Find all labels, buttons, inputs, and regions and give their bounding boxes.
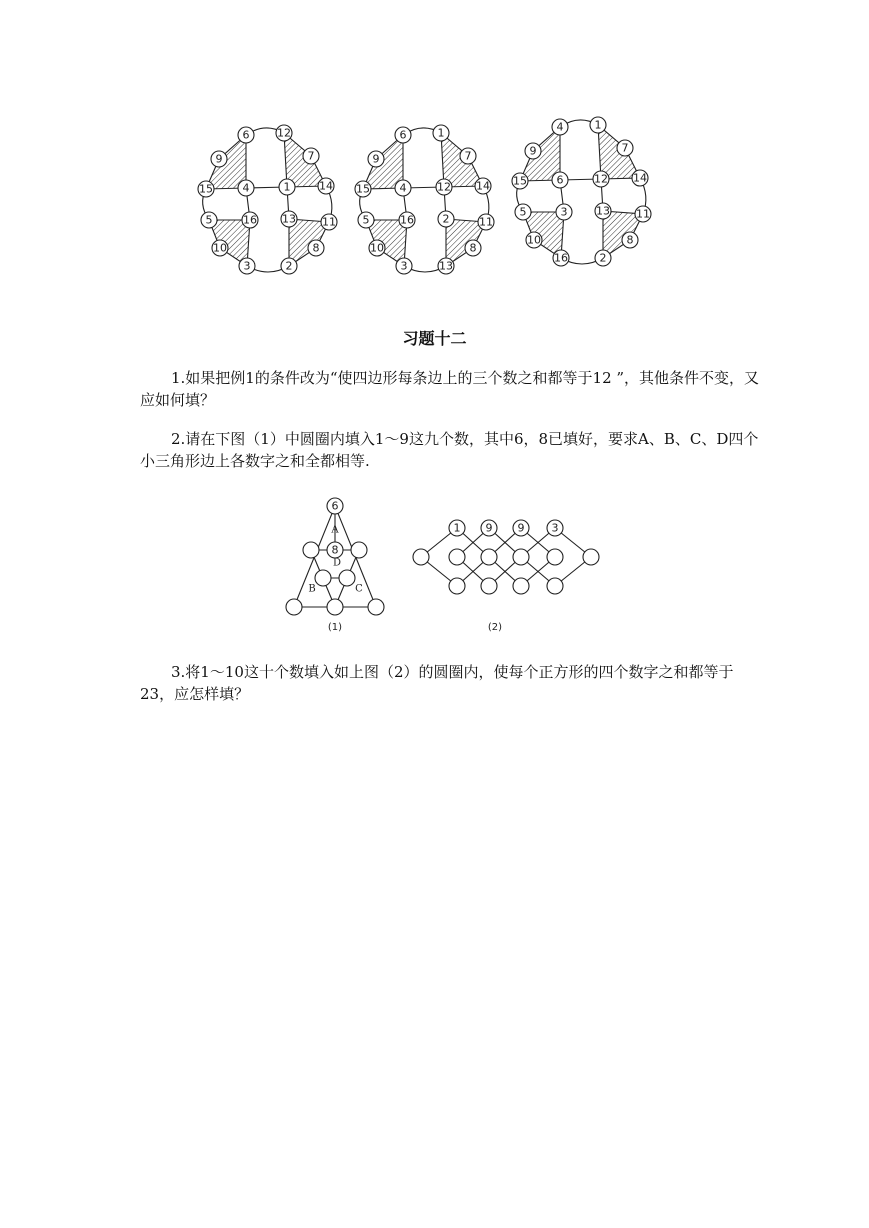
- svg-text:8: 8: [331, 543, 339, 557]
- svg-text:12: 12: [277, 126, 291, 140]
- oval-circle-b2: [438, 258, 454, 274]
- oval-circle-t1: [395, 127, 411, 143]
- oval-circle-l: [355, 181, 371, 197]
- oval-circle-b1: [239, 258, 255, 274]
- svg-text:16: 16: [554, 251, 568, 265]
- circle-inner-right: [339, 570, 355, 586]
- oval-circle-rr: [478, 214, 494, 230]
- oval-figure-3: [504, 110, 664, 275]
- oval-circle-r: [318, 178, 334, 194]
- oval-circle-cbl: [399, 212, 415, 228]
- oval-circle-t2: [433, 125, 449, 141]
- svg-text:6: 6: [242, 128, 250, 142]
- lattice-circle-top-3: [513, 520, 529, 536]
- oval-circle-b2: [281, 258, 297, 274]
- svg-text:2: 2: [599, 251, 607, 265]
- circle-bottom-right: [368, 599, 384, 615]
- oval-circle-b2: [595, 250, 611, 266]
- oval-circle-l: [198, 181, 214, 197]
- svg-text:1: 1: [453, 521, 461, 535]
- svg-text:4: 4: [242, 181, 250, 195]
- svg-text:11: 11: [636, 207, 650, 221]
- svg-text:9: 9: [517, 521, 525, 535]
- oval-circle-rr: [635, 206, 651, 222]
- oval-circle-ul: [211, 151, 227, 167]
- lattice-circle-bottom-1: [449, 578, 465, 594]
- svg-text:8: 8: [312, 241, 320, 255]
- svg-text:10: 10: [213, 241, 227, 255]
- triangle-figure: [280, 492, 390, 637]
- oval-circle-cbl: [556, 204, 572, 220]
- lattice-circle-bottom-3: [513, 578, 529, 594]
- oval-circle-b1: [553, 250, 569, 266]
- circle-center: [327, 542, 343, 558]
- circle-bottom-left: [286, 599, 302, 615]
- svg-text:10: 10: [370, 241, 384, 255]
- oval-circle-cr: [279, 179, 295, 195]
- svg-text:6: 6: [331, 499, 339, 513]
- problem-2: 2.请在下图（1）中圆圈内填入1～9这九个数，其中6，8已填好，要求A、B、C、D四个小三角形边上各数字之和全都相等.: [140, 430, 759, 470]
- oval-circle-cr: [593, 171, 609, 187]
- oval-circle-br: [308, 240, 324, 256]
- lattice-circle-mid-4: [547, 549, 563, 565]
- svg-text:4: 4: [399, 181, 407, 195]
- oval-circle-t2: [276, 125, 292, 141]
- oval-circle-ur: [303, 148, 319, 164]
- lattice-circle-mid-1: [449, 549, 465, 565]
- oval-circle-ur: [460, 148, 476, 164]
- svg-text:5: 5: [519, 205, 527, 219]
- circle-inner-left: [315, 570, 331, 586]
- section-heading: 习题十二: [402, 329, 467, 348]
- lattice-circle-top-1: [449, 520, 465, 536]
- svg-text:5: 5: [205, 213, 213, 227]
- svg-text:10: 10: [527, 233, 541, 247]
- svg-text:14: 14: [319, 179, 333, 193]
- svg-text:6: 6: [556, 173, 564, 187]
- svg-text:13: 13: [282, 212, 296, 226]
- oval-circle-cl: [238, 180, 254, 196]
- oval-circle-t1: [552, 119, 568, 135]
- oval-circle-b1: [396, 258, 412, 274]
- circle-right-mid: [351, 542, 367, 558]
- svg-text:12: 12: [594, 172, 608, 186]
- problem-3: 3.将1～10这十个数填入如上图（2）的圆圈内，使每个正方形的四个数字之和都等于23，应怎样填？: [140, 663, 734, 703]
- oval-circle-cbr: [595, 203, 611, 219]
- svg-text:5: 5: [362, 213, 370, 227]
- svg-text:15: 15: [199, 182, 213, 196]
- svg-text:16: 16: [400, 213, 414, 227]
- lattice-circle-bottom-4: [547, 578, 563, 594]
- svg-text:12: 12: [437, 180, 451, 194]
- svg-text:14: 14: [476, 179, 490, 193]
- svg-text:15: 15: [356, 182, 370, 196]
- oval-circle-t1: [238, 127, 254, 143]
- oval-circle-t2: [590, 117, 606, 133]
- oval-circle-br: [622, 232, 638, 248]
- lattice-circle-right-end: [583, 549, 599, 565]
- oval-figure-1: [190, 118, 350, 283]
- oval-circle-cbr: [281, 211, 297, 227]
- oval-circle-ul: [368, 151, 384, 167]
- oval-circle-ul: [525, 143, 541, 159]
- figure-caption-2: (2): [487, 622, 503, 633]
- lattice-circle-mid-2: [481, 549, 497, 565]
- oval-circle-ll: [515, 204, 531, 220]
- svg-text:9: 9: [485, 521, 493, 535]
- svg-text:8: 8: [469, 241, 477, 255]
- svg-text:11: 11: [479, 215, 493, 229]
- svg-text:9: 9: [372, 152, 380, 166]
- svg-text:11: 11: [322, 215, 336, 229]
- lattice-circle-top-2: [481, 520, 497, 536]
- svg-text:1: 1: [283, 180, 291, 194]
- svg-text:6: 6: [399, 128, 407, 142]
- svg-text:13: 13: [439, 259, 453, 273]
- circle-bottom-mid: [327, 599, 343, 615]
- svg-text:8: 8: [626, 233, 634, 247]
- lattice-circle-bottom-2: [481, 578, 497, 594]
- region-label-c: C: [355, 583, 363, 595]
- svg-text:3: 3: [551, 521, 559, 535]
- svg-text:16: 16: [243, 213, 257, 227]
- svg-text:7: 7: [621, 141, 629, 155]
- oval-circle-bl: [526, 232, 542, 248]
- svg-text:14: 14: [633, 171, 647, 185]
- lattice-figure: [405, 512, 605, 632]
- oval-circle-cl: [395, 180, 411, 196]
- circle-left-mid: [303, 542, 319, 558]
- svg-text:1: 1: [437, 126, 445, 140]
- svg-text:4: 4: [556, 120, 564, 134]
- oval-figure-2: [347, 118, 507, 283]
- circle-top: [327, 498, 343, 514]
- lattice-circle-left-end: [413, 549, 429, 565]
- region-label-a: A: [331, 524, 339, 536]
- oval-circle-cl: [552, 172, 568, 188]
- oval-circle-cbr: [438, 211, 454, 227]
- figure-caption-1: (1): [327, 622, 343, 633]
- svg-text:7: 7: [307, 149, 315, 163]
- oval-circle-r: [632, 170, 648, 186]
- oval-circle-l: [512, 173, 528, 189]
- lattice-circle-top-4: [547, 520, 563, 536]
- oval-circle-cr: [436, 179, 452, 195]
- region-label-d: D: [332, 557, 342, 569]
- oval-circle-bl: [212, 240, 228, 256]
- region-label-b: B: [308, 583, 316, 595]
- svg-text:15: 15: [513, 174, 527, 188]
- oval-circle-r: [475, 178, 491, 194]
- oval-circle-br: [465, 240, 481, 256]
- svg-text:2: 2: [285, 259, 293, 273]
- svg-text:1: 1: [594, 118, 602, 132]
- svg-text:3: 3: [243, 259, 251, 273]
- problem-1: 1.如果把例1的条件改为“使四边形每条边上的三个数之和都等于12 ”，其他条件不变，又应如何填？: [140, 369, 760, 409]
- oval-circle-cbl: [242, 212, 258, 228]
- svg-text:9: 9: [529, 144, 537, 158]
- svg-text:9: 9: [215, 152, 223, 166]
- lattice-circle-mid-3: [513, 549, 529, 565]
- svg-text:3: 3: [560, 205, 568, 219]
- oval-circle-ll: [201, 212, 217, 228]
- oval-circle-ll: [358, 212, 374, 228]
- svg-text:7: 7: [464, 149, 472, 163]
- svg-text:3: 3: [400, 259, 408, 273]
- oval-circle-ur: [617, 140, 633, 156]
- svg-text:13: 13: [596, 204, 610, 218]
- oval-circle-rr: [321, 214, 337, 230]
- oval-circle-bl: [369, 240, 385, 256]
- svg-text:2: 2: [442, 212, 450, 226]
